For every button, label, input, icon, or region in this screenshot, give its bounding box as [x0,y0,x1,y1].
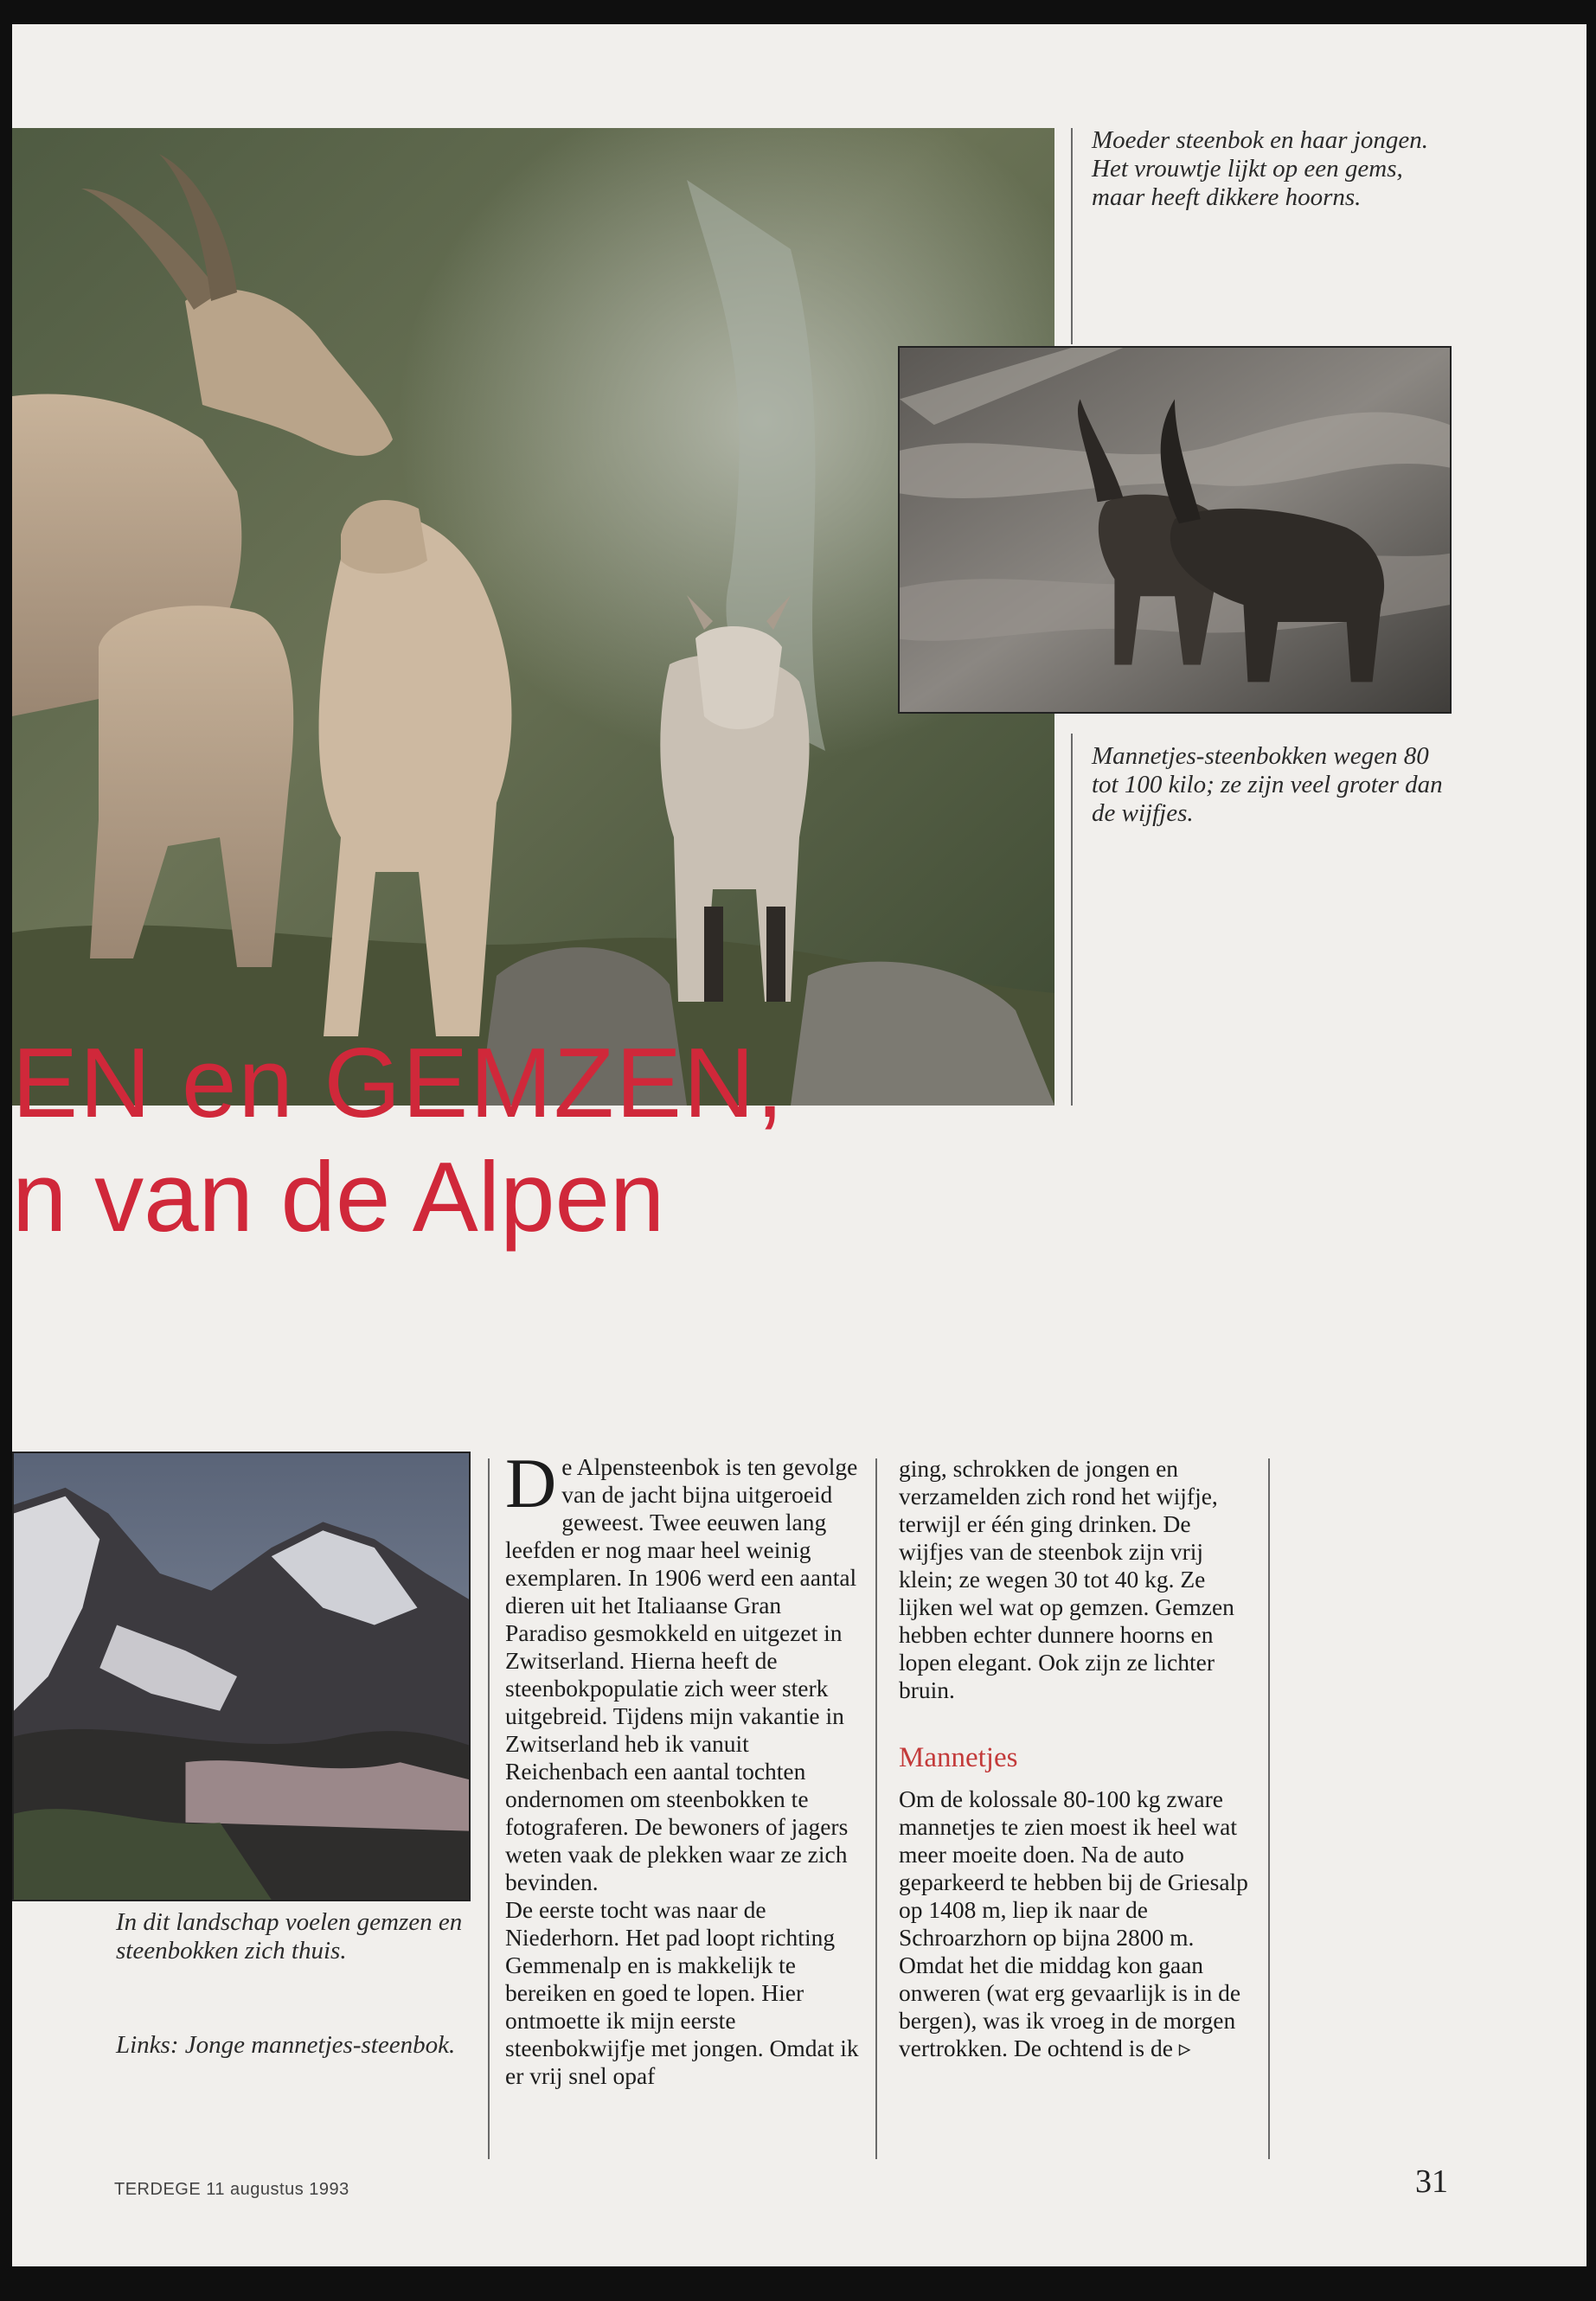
section-subhead: Mannetjes [899,1742,1018,1773]
column-rule [488,1458,490,2159]
drop-cap: D [505,1444,557,1522]
column-rule [875,1458,877,2159]
caption-landscape: In dit landschap voelen gemzen en steenbokken zich thuis. [116,1908,463,1965]
headline-line-1: EN en GEMZEN, [12,1029,785,1138]
caption-males: Mannetjes-steenbokken wegen 80 tot 100 kilo; ze zijn veel groter dan de wijfjes. [1092,742,1443,827]
magazine-page [12,24,1586,2266]
article-column-2 [899,1455,1253,2062]
headline-line-2: n van de Alpen [12,1143,665,1253]
article-paragraph: Om de kolossale 80-100 kg zware mannetjes te zien moest ik heel wat meer moeite doen. Na de auto geparkeerd te hebben bij de Griesalp op 1408 m, liep ik naar de Schroarzhorn op bijna 2800 m. Omdat het die middag kon gaan onweren (wat erg gevaarlijk is in de bergen), was ik vroeg in de morgen vertrokken. De ochtend is de ▹ [899,1785,1248,2061]
article-column-1 [505,1444,860,2090]
caption-mother-and-young: Moeder steenbok en haar jongen. Het vrouwtje lijkt op een gems, maar heeft dikkere hoorns. [1092,126,1428,211]
column-rule [1071,128,1073,344]
article-paragraph: De eerste tocht was naar de Niederhorn. Het pad loopt richting Gemmenalp en is makkelijk te bereiken en goed te lopen. Hier ontmoette ik mijn eerste steenbokwijfje met jongen. Omdat ik er vrij snel opaf [505,1896,859,2089]
male-ibex-photo [898,346,1452,714]
page-number: 31 [1415,2163,1448,2200]
publication-footer: TERDEGE 11 augustus 1993 [114,2180,349,2199]
column-rule [1268,1458,1270,2159]
article-paragraph: ging, schrokken de jongen en verzamelden zich rond het wijfje, terwijl er één ging drinken. De wijfjes van de steenbok zijn vrij klein; ze wegen 30 tot 40 kg. Ze lijken wel wat op gemzen. Gemzen hebben echter dunnere hoorns en lopen elegant. Ook zijn ze lichter bruin. [899,1455,1234,1703]
caption-left-young-male: Links: Jonge mannetjes-steenbok. [116,2031,456,2059]
article-paragraph: De Alpensteenbok is ten gevolge van de jacht bijna uitgeroeid geweest. Twee eeuwen lang leefden er nog maar heel weinig exemplaren. In 1906 werd een aantal dieren uit het Italiaanse Gran Paradiso gesmokkeld en uitgezet in Zwitserland. Hierna heeft de steenbokpopulatie zich weer sterk uitgebreid. Tijdens mijn vakantie in Zwitserland heb ik vanuit Reichenbach een aantal tochten ondernomen om steenbokken te fotograferen. De bewoners of jagers weten vaak de plekken waar ze zich bevinden. [505,1444,858,1895]
landscape-photo [12,1452,471,1901]
column-rule [1071,734,1073,1106]
